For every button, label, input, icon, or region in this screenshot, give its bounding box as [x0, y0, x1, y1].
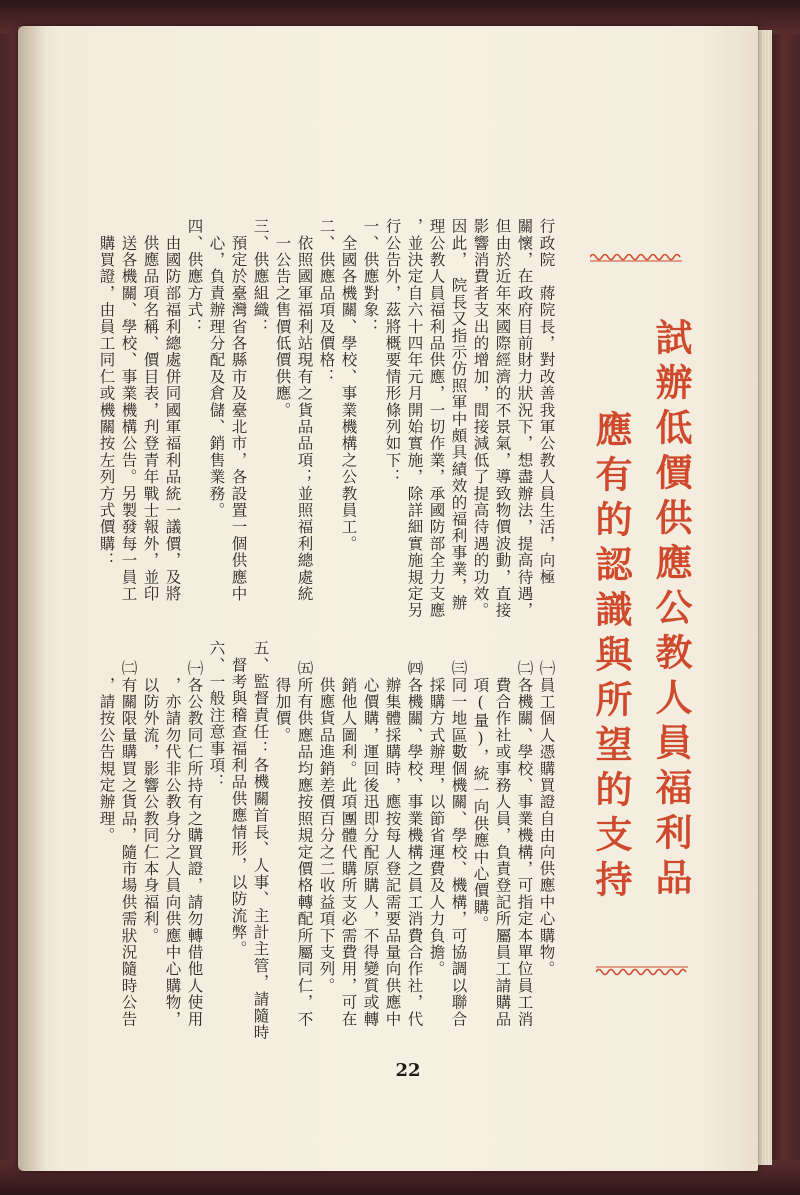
body-column: 五、監督責任：各機關首長、人事、主計主管，請隨時	[251, 640, 270, 1041]
body-column: 影響消費者支出的增加，間接減低了提高待遇的功效。	[471, 218, 490, 619]
body-column: 四、供應方式：	[185, 218, 204, 335]
body-column: ，亦請勿代非公教身分之人員向供應中心購物，	[163, 660, 182, 1028]
title-line-1: 試辦低價供應公教人員福利品	[649, 318, 693, 903]
body-column: 供應貨品進銷差價百分之二收益項下支列。	[317, 660, 336, 994]
body-column: 心，負責辦理分配及倉儲、銷售業務。	[207, 218, 226, 519]
body-column: ㈢同一地區數個機關、學校、機構，可協調以聯合	[449, 660, 468, 1028]
body-column: 得加價。	[273, 660, 292, 744]
body-column: 送各機關、學校、事業機構公告。另製發每一員工	[119, 218, 138, 603]
body-column: 辦集體採購時，應按每人登記需要品量向供應中	[383, 660, 402, 1028]
body-column: 項(量)，統一向供應中心價購。	[471, 660, 490, 933]
body-column: ㈣各機關、學校、事業機構之員工消費合作社，代	[405, 660, 424, 1028]
body-column: 一公告之售價低價供應。	[273, 218, 292, 419]
body-column: 但由於近年來國際經濟的不景氣，導致物價波動，直接	[493, 218, 512, 619]
body-column: 六、一般注意事項：	[207, 640, 226, 791]
body-column: 行公告外，茲將概要情形條列如下：	[383, 218, 402, 486]
body-column: ㈡有關限量購買之貨品，隨市場供需狀況隨時公告	[119, 660, 138, 1028]
body-column: 依照國軍福利站現有之貨品品項；並照福利總處統	[295, 218, 314, 603]
body-column: 心價購，運回後迅即分配原購人，不得變質或轉	[361, 660, 380, 1028]
body-column: ，並決定自六十四年元月開始實施，除詳細實施規定另	[405, 218, 424, 619]
body-column: 購買證，由員工同仁或機關按左列方式價購：	[97, 218, 116, 569]
body-column: ㈤所有供應品均應按照規定價格轉配所屬同仁，不	[295, 660, 314, 1028]
body-column: 關懷，在政府目前財力狀況下，想盡辦法，提高待遇，	[515, 218, 534, 619]
body-column: 銷他人圖利。此項團體代購所支必需費用，可在	[339, 660, 358, 1028]
body-column: 費合作社或事務人員，負責登記所屬員工請購品	[493, 660, 512, 1028]
body-column: 供應品項名稱、價目表，刋登青年戰士報外，並印	[141, 218, 160, 603]
body-column: 採購方式辦理，以節省運費及人力負擔。	[427, 660, 446, 978]
body-column: 由國防部福利總處併同國軍福利品統一議價，及將	[163, 218, 182, 603]
body-column: 預定於臺灣省各縣市及臺北市，各設置一個供應中	[229, 218, 248, 603]
body-column: 理公教人員福利品供應，一切作業，承國防部全力支應	[427, 218, 446, 619]
body-column: ，請按公告規定辦理。	[97, 660, 116, 844]
title-line-2: 應有的認識與所望的支持	[589, 410, 633, 905]
binding-shadow	[18, 26, 46, 1171]
body-column: 三、供應組織：	[251, 218, 270, 335]
body-column: 全國各機關、學校、事業機構之公教員工。	[339, 218, 358, 552]
body-column: 二、供應品項及價格：	[317, 218, 336, 385]
body-column: ㈠各公教同仁所持有之購買證，請勿轉借他人使用	[185, 660, 204, 1028]
body-column: 督考與稽查福利品供應情形，以防流弊。	[229, 640, 248, 958]
title-bottom-ornament	[596, 966, 688, 976]
body-column: 因此， 院長又指示仿照軍中頗具績效的福利事業，辦	[449, 218, 468, 612]
body-column: 一、供應對象：	[361, 218, 380, 335]
body-column: ㈠員工個人憑購買證自由向供應中心購物。	[537, 660, 556, 978]
body-column: 以防外流，影響公教同仁本身福利。	[141, 660, 160, 944]
page-number: 22	[395, 1060, 421, 1081]
body-column: ㈡各機關、學校、事業機構，可指定本單位員工消	[515, 660, 534, 1028]
body-column: 行政院 蔣院長，對改善我軍公教人員生活，向極	[537, 218, 556, 586]
title-top-ornament	[590, 252, 682, 262]
